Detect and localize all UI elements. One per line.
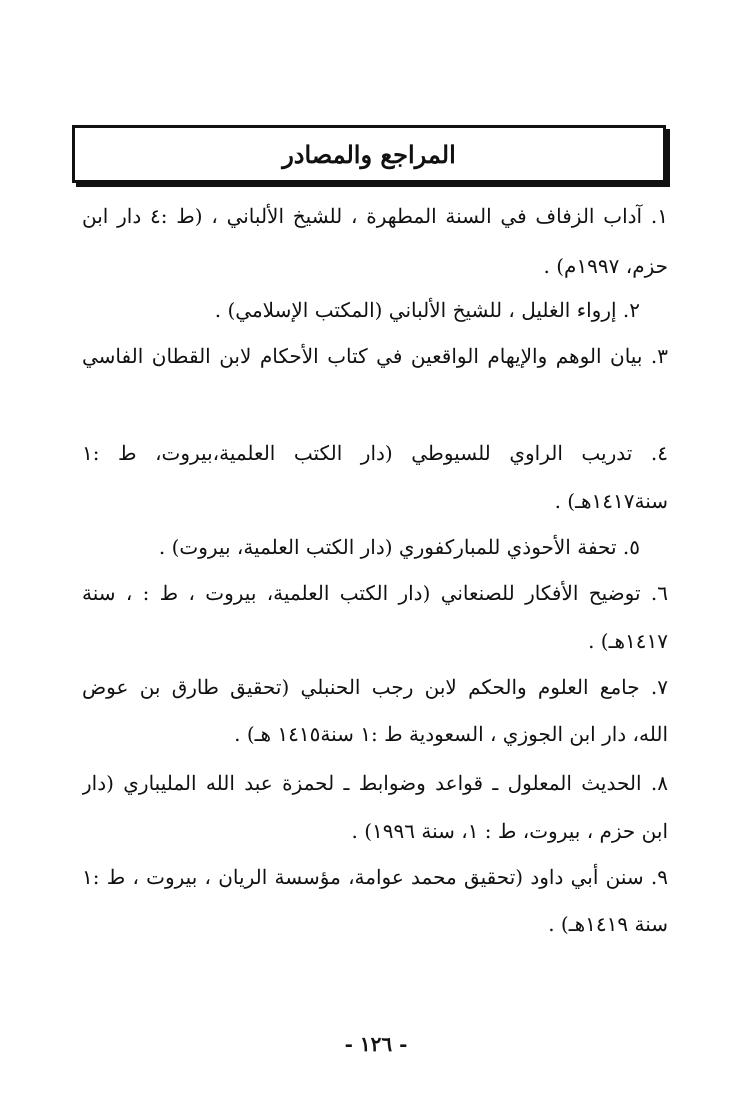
reference-3-line-1: ٣. بيان الوهم والإيهام الواقعين في كتاب الأحكام لابن القطان الفاسي xyxy=(82,344,668,368)
reference-7-line-2: الله، دار ابن الجوزي ، السعودية ط :١ سنة١٤١٥ هـ) . xyxy=(234,722,668,746)
reference-5-line-1: ٥. تحفة الأحوذي للمباركفوري (دار الكتب العلمية، بيروت) . xyxy=(158,535,640,559)
reference-7-line-1: ٧. جامع العلوم والحكم لابن رجب الحنبلي (تحقيق طارق بن عوض xyxy=(82,675,668,699)
reference-4-line-2: سنة١٤١٧هـ) . xyxy=(554,489,668,513)
heading-box xyxy=(72,125,666,183)
reference-2-line-1: ٢. إرواء الغليل ، للشيخ الألباني (المكتب الإسلامي) . xyxy=(214,298,640,322)
reference-9-line-2: سنة ١٤١٩هـ) . xyxy=(548,912,668,936)
reference-9-line-1: ٩. سنن أبي داود (تحقيق محمد عوامة، مؤسسة الريان ، بيروت ، ط :١ xyxy=(82,865,668,889)
page-heading: المراجع والمصادر xyxy=(282,139,456,169)
reference-6-line-1: ٦. توضيح الأفكار للصنعاني (دار الكتب العلمية، بيروت ، ط : ، سنة xyxy=(82,581,668,605)
page-number: - ١٢٦ - xyxy=(344,1032,408,1056)
reference-6-line-2: ١٤١٧هـ) . xyxy=(588,629,668,653)
reference-4-line-1: ٤. تدريب الراوي للسيوطي (دار الكتب العلمية،بيروت، ط :١ xyxy=(82,441,668,465)
reference-8-line-1: ٨. الحديث المعلول ـ قواعد وضوابط ـ لحمزة عبد الله المليباري (دار xyxy=(82,771,668,795)
reference-8-line-2: ابن حزم ، بيروت، ط : ١، سنة ١٩٩٦) . xyxy=(351,819,668,843)
reference-1-line-2: حزم، ١٩٩٧م) . xyxy=(543,254,668,278)
reference-1-line-1: ١. آداب الزفاف في السنة المطهرة ، للشيخ الألباني ، (ط :٤ دار ابن xyxy=(82,204,668,228)
